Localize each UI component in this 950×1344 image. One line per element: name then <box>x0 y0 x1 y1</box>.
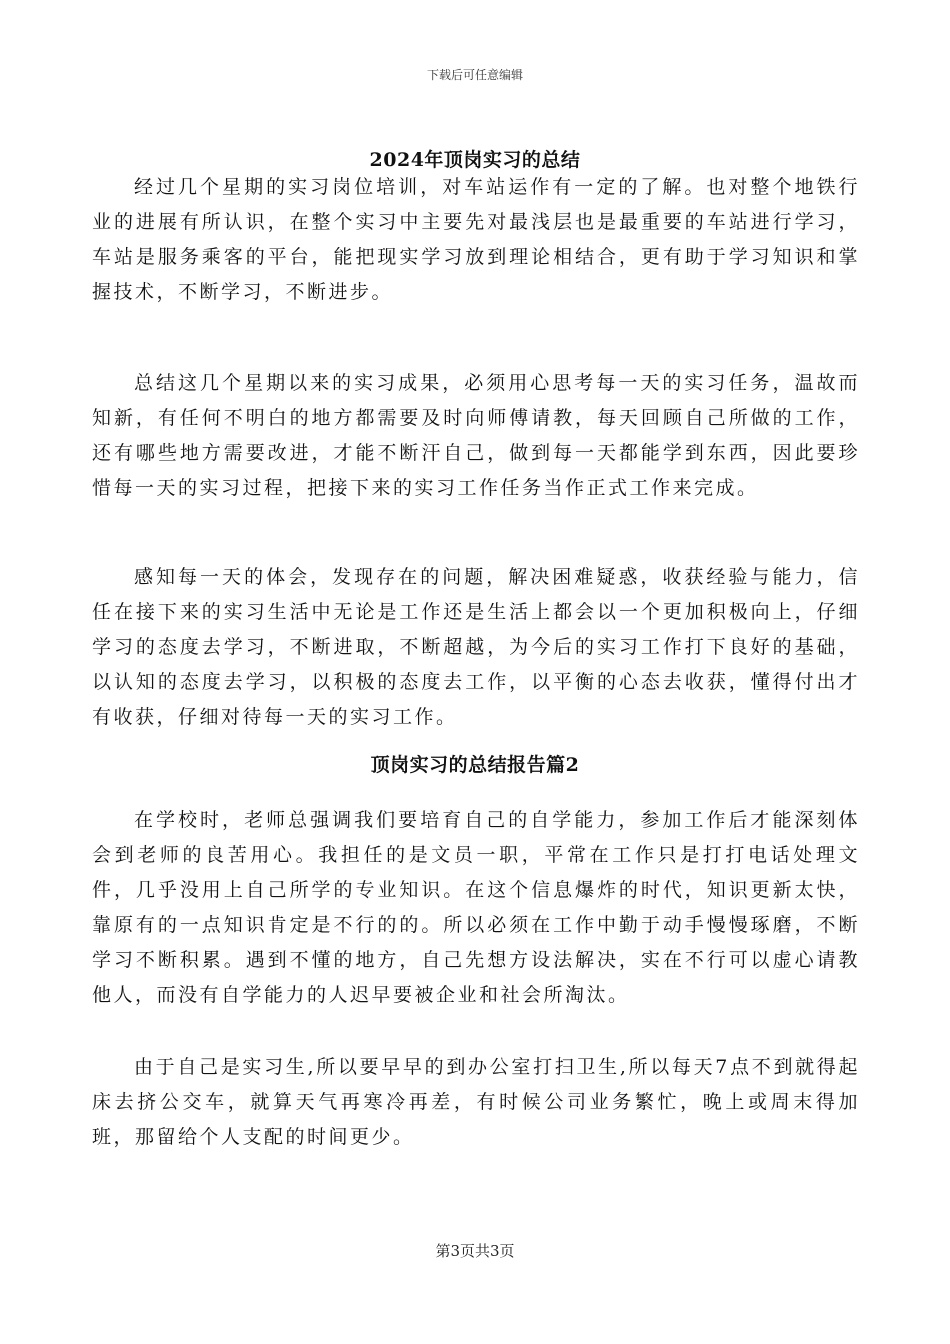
paragraph: 感知每一天的体会，发现存在的问题，解决困难疑惑，收获经验与能力，信任在接下来的实习生活中无论是工作还是生活上都会以一个更加积极向上，仔细学习的态度去学习，不断进取，不断超越，为今后的实习工作打下良好的基础，以认知的态度去学习，以积极的态度去工作，以平衡的心态去收获，懂得付出才有收获，仔细对待每一天的实习工作。 <box>92 566 860 728</box>
page-header: 下载后可任意编辑 <box>426 68 523 82</box>
paragraph: 经过几个星期的实习岗位培训，对车站运作有一定的了解。也对整个地铁行业的进展有所认识，在整个实习中主要先对最浅层也是最重要的车站进行学习，车站是服务乘客的平台，能把现实学习放到理论相结合，更有助于学习知识和掌握技术，不断学习，不断进步。 <box>92 176 860 303</box>
paragraph: 在学校时，老师总强调我们要培育自己的自学能力，参加工作后才能深刻体会到老师的良苦用心。我担任的是文员一职，平常在工作只是打打电话处理文件，几乎没用上自己所学的专业知识。在这个信息爆炸的时代，知识更新太快，靠原有的一点知识肯定是不行的的。所以必须在工作中勤于动手慢慢琢磨，不断学习不断积累。遇到不懂的地方，自己先想方设法解决，实在不行可以虚心请教他人，而没有自学能力的人迟早要被企业和社会所淘汰。 <box>92 809 860 1006</box>
page-footer: 第3页共3页 <box>435 1242 515 1260</box>
paragraph: 由于自己是实习生,所以要早早的到办公室打扫卫生,所以每天7点不到就得起床去挤公交车，就算天气再寒冷再差，有时候公司业务繁忙，晚上或周末得加班，那留给个人支配的时间更少。 <box>92 1056 860 1148</box>
paragraph: 总结这几个星期以来的实习成果，必须用心思考每一天的实习任务，温故而知新，有任何不明白的地方都需要及时向师傅请教，每天回顾自己所做的工作，还有哪些地方需要改进，才能不断汗自己，做到每一天都能学到东西，因此要珍惜每一天的实习过程，把接下来的实习工作任务当作正式工作来完成。 <box>92 372 860 499</box>
section-title: 顶岗实习的总结报告篇2 <box>370 754 580 776</box>
document-title: 2024年顶岗实习的总结 <box>369 149 581 171</box>
